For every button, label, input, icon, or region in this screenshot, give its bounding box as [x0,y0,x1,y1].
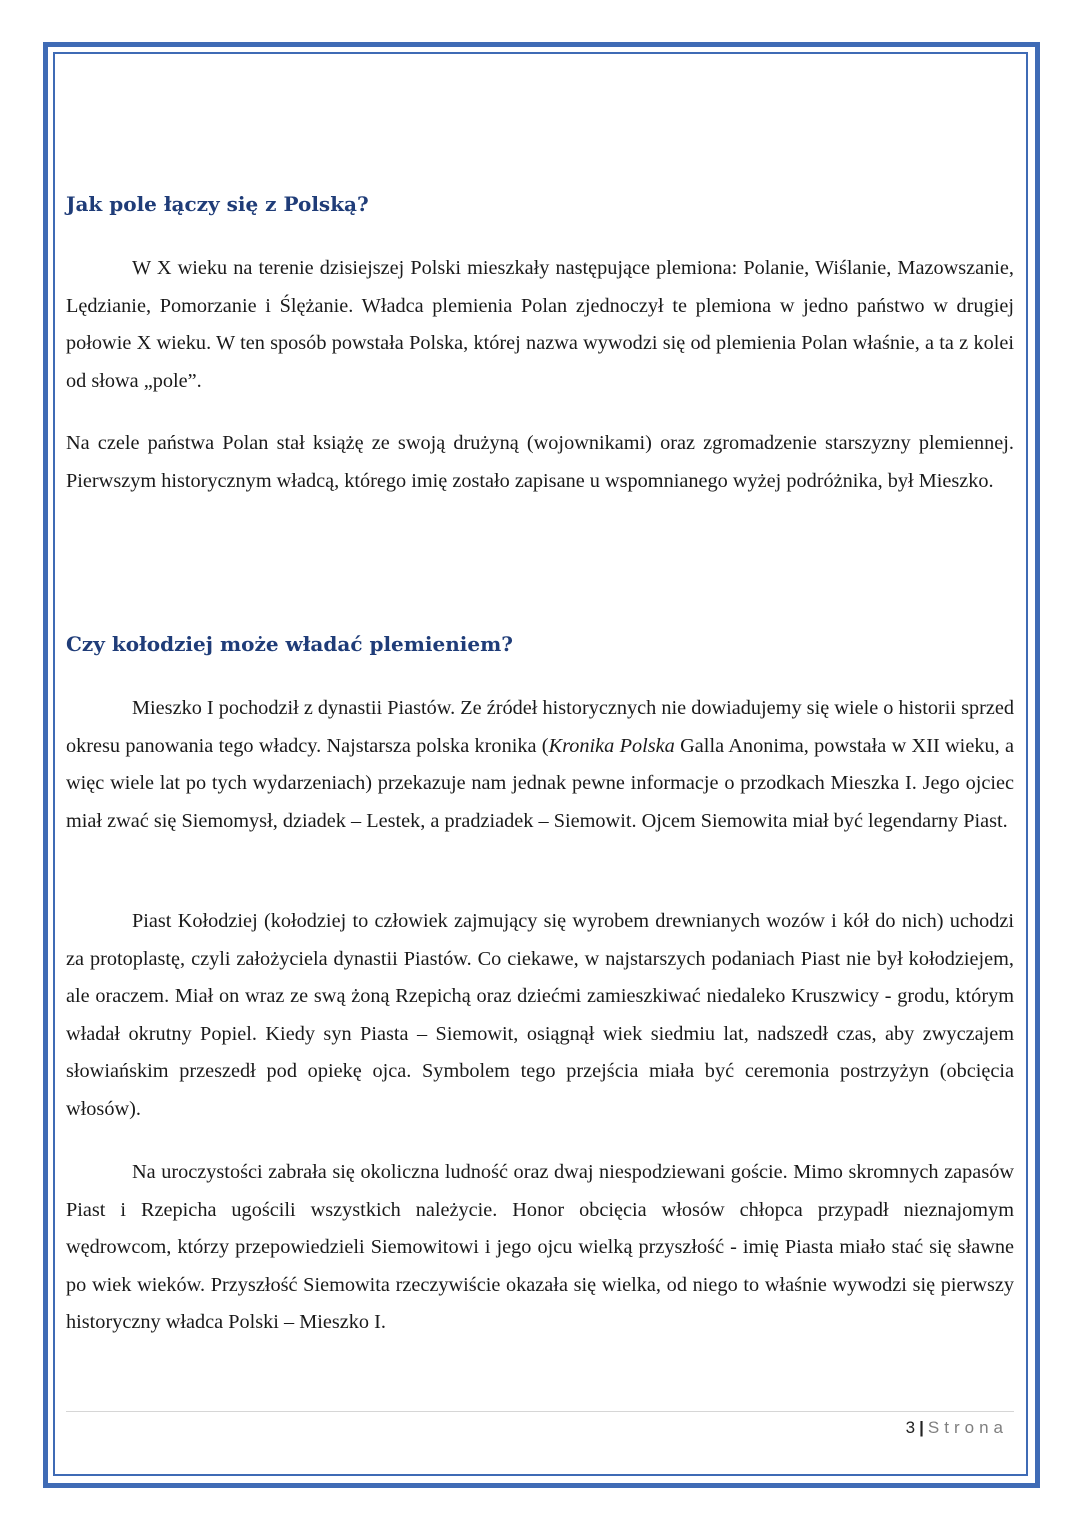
page-number: 3 [905,1418,916,1437]
section2-paragraph-2: Piast Kołodziej (kołodziej to człowiek zajmujący się wyrobem drewnianych wozów i kół do nich) uchodzi za protoplastę, czyli założyciela dynastii Piastów. Co ciekawe, w najstarszych podaniach Piast nie był kołodziejem, ale oraczem. Miał on wraz ze swą żoną Rzepichą oraz dziećmi zamieszkiwać niedaleko Kruszwicy - grodu, którym władał okrutny Popiel. Kiedy syn Piasta – Siemowit, osiągnął wiek siedmiu lat, nadszedł czas, aby zwyczajem słowiańskim przeszedł pod opiekę ojca. Symbolem tego przejścia miała być ceremonia postrzyżyn (obcięcia włosów). [66,910,1014,1120]
page-label: Strona [927,1418,1008,1437]
section1-paragraph-2: Na czele państwa Polan stał książę ze swoją drużyną (wojownikami) oraz zgromadzenie starszyzny plemiennej. Pierwszym historycznym władcą, którego imię zostało zapisane u wspomnianego wyżej podróżnika, był Mieszko. [66,432,1014,492]
page-footer [906,1418,1008,1438]
chronicle-title: Kronika Polska [548,734,675,757]
section2-paragraph-3: Na uroczystości zabrała się okoliczna ludność oraz dwaj niespodziewani goście. Mimo skromnych zapasów Piast i Rzepicha ugościli wszystkich należycie. Honor obcięcia włosów chłopca przypadł nieznajomym wędrowcom, którzy przepowiedzieli Siemowitowi i jego ojcu wielką przyszłość - imię Piasta miało stać się sławne po wiek wieków. Przyszłość Siemowita rzeczywiście okazała się wielka, od niego to właśnie wywodzi się pierwszy historyczny władca Polski – Mieszko I. [66,1161,1014,1333]
section2-paragraph-1-text-b: Galla Anonima, powstała w XII wieku, a więc wiele lat po tych wydarzeniach) przekazuje nam jednak pewne informacje o przodkach Mieszka I. Jego ojciec miał zwać się Siemomysł, dziadek – Lestek, a pradziadek – Siemowit. Ojcem Siemowita miał być legendarny Piast. [66,734,1014,832]
section2-paragraph-1 [66,690,1014,840]
footer-divider [66,1411,1014,1412]
section1-paragraph-1: W X wieku na terenie dzisiejszej Polski mieszkały następujące plemiona: Polanie, Wiślanie, Mazowszanie, Lędzianie, Pomorzanie i Ślężanie. Władca plemienia Polan zjednoczył te plemiona w jedno państwo w drugiej połowie X wieku. W ten sposób powstała Polska, której nazwa wywodzi się od plemienia Polan właśnie, a ta z kolei od słowa „pole”. [66,257,1014,392]
footer-separator: | [919,1418,924,1437]
section2-heading: Czy kołodziej może władać plemieniem? [66,632,513,656]
section2-paragraph-1-text-a: Mieszko I pochodził z dynastii Piastów. Ze źródeł historycznych nie dowiadujemy się wiele o historii sprzed okresu panowania tego władcy. Najstarsza polska kronika ( [66,697,1014,757]
section1-heading: Jak pole łączy się z Polską? [66,192,369,216]
